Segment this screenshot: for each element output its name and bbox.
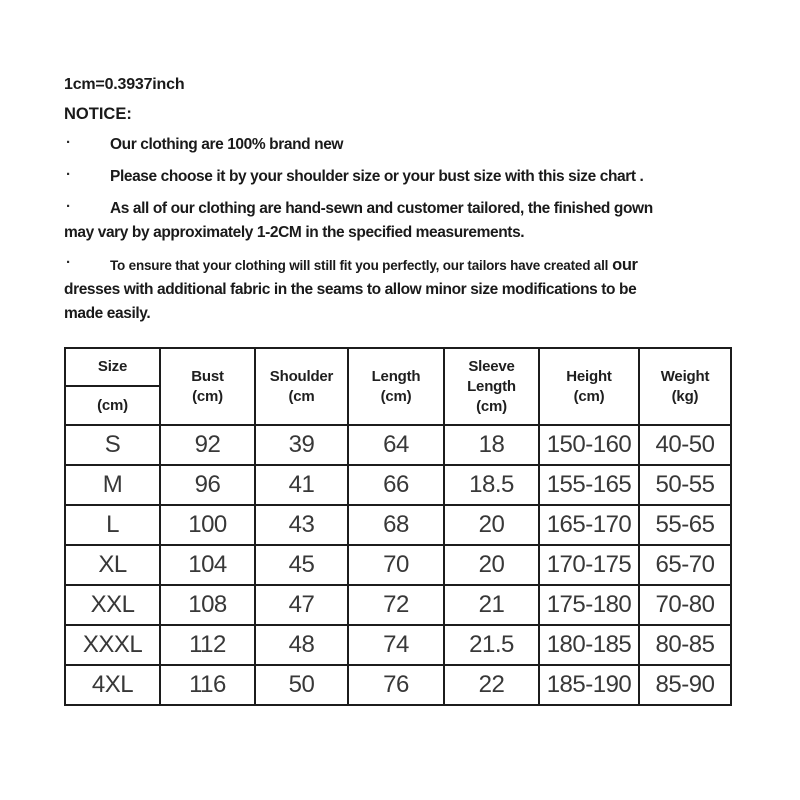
weight-value: 40-50 [639, 425, 731, 465]
height-value: 180-185 [539, 625, 639, 665]
col-header-shoulder [255, 348, 348, 425]
col-header-length [348, 348, 444, 425]
bust-value: 92 [160, 425, 255, 465]
unit-conversion-note: 1cm=0.3937inch [64, 76, 185, 93]
shoulder-value: 39 [255, 425, 348, 465]
table-row-4xl [65, 665, 731, 705]
shoulder-value: 48 [255, 625, 348, 665]
sleeve-length-value: 22 [444, 665, 539, 705]
bullet-text-line-2: dresses with additional fabric in the seams to allow minor size modifications to be [64, 281, 637, 298]
height-value: 185-190 [539, 665, 639, 705]
size-header-unit: (cm) [97, 396, 128, 414]
bullet-text-large: our [612, 256, 638, 274]
sleeve-header-unit: (cm) [476, 397, 507, 415]
table-row-l [65, 505, 731, 545]
col-header-bust [160, 348, 255, 425]
bullet-text-small: To ensure that your clothing will still fit you perfectly, our tailors have created all [110, 258, 609, 273]
height-value: 165-170 [539, 505, 639, 545]
sleeve-header-line-1: Sleeve [468, 357, 515, 375]
length-value: 64 [348, 425, 444, 465]
col-header-size [65, 348, 160, 425]
weight-header-label: Weight [660, 367, 710, 385]
sleeve-length-value: 21.5 [444, 625, 539, 665]
size-value: XL [65, 545, 160, 585]
length-value: 70 [348, 545, 444, 585]
bullet-item-hand-sewn [64, 197, 800, 245]
weight-value: 55-65 [639, 505, 731, 545]
bullet-text-line-2: may vary by approximately 1-2CM in the specified measurements. [64, 224, 525, 241]
sleeve-length-value: 21 [444, 585, 539, 625]
bullet-dot: · [66, 254, 71, 271]
bust-value: 112 [160, 625, 255, 665]
weight-value: 85-90 [639, 665, 731, 705]
bust-value: 96 [160, 465, 255, 505]
shoulder-header-unit: (cm [288, 387, 315, 405]
bust-value: 104 [160, 545, 255, 585]
col-header-sleeve-length [444, 348, 539, 425]
col-header-weight [639, 348, 731, 425]
size-value: XXXL [65, 625, 160, 665]
table-row-xl [65, 545, 731, 585]
size-header-label: Size [66, 349, 159, 387]
height-value: 150-160 [539, 425, 639, 465]
height-value: 155-165 [539, 465, 639, 505]
length-value: 66 [348, 465, 444, 505]
sleeve-length-value: 20 [444, 545, 539, 585]
weight-value: 70-80 [639, 585, 731, 625]
sleeve-length-value: 20 [444, 505, 539, 545]
weight-value: 50-55 [639, 465, 731, 505]
bullet-item-brand-new [64, 133, 800, 157]
weight-value: 80-85 [639, 625, 731, 665]
sleeve-length-value: 18.5 [444, 465, 539, 505]
size-value: S [65, 425, 160, 465]
weight-value: 65-70 [639, 545, 731, 585]
size-value: M [65, 465, 160, 505]
length-value: 74 [348, 625, 444, 665]
size-value: L [65, 505, 160, 545]
bullet-item-choose-size [64, 165, 800, 189]
bust-header-label: Bust [191, 367, 224, 385]
bullet-dot: · [66, 198, 71, 215]
bust-header-unit: (cm) [192, 387, 223, 405]
weight-header-unit: (kg) [671, 387, 699, 405]
bullet-text: Please choose it by your shoulder size or your bust size with this size chart . [110, 168, 644, 185]
notice-heading: NOTICE: [64, 105, 132, 123]
bullet-dot: · [66, 166, 71, 183]
table-row-xxxl [65, 625, 731, 665]
size-chart-table [64, 347, 732, 706]
height-header-unit: (cm) [573, 387, 605, 405]
sleeve-length-value: 18 [444, 425, 539, 465]
bust-value: 116 [160, 665, 255, 705]
bullet-text-line-3: made easily. [64, 305, 151, 322]
length-value: 68 [348, 505, 444, 545]
table-row-m [65, 465, 731, 505]
height-header-label: Height [566, 367, 612, 385]
shoulder-value: 45 [255, 545, 348, 585]
length-header-unit: (cm) [380, 387, 412, 405]
length-value: 72 [348, 585, 444, 625]
header-row [65, 348, 731, 425]
shoulder-value: 47 [255, 585, 348, 625]
shoulder-value: 41 [255, 465, 348, 505]
bullet-text: Our clothing are 100% brand new [110, 136, 344, 153]
height-value: 175-180 [539, 585, 639, 625]
length-value: 76 [348, 665, 444, 705]
shoulder-value: 43 [255, 505, 348, 545]
bust-value: 100 [160, 505, 255, 545]
shoulder-value: 50 [255, 665, 348, 705]
shoulder-header-label: Shoulder [269, 367, 334, 385]
length-header-label: Length [371, 367, 421, 385]
bullet-text-line-1: As all of our clothing are hand-sewn and customer tailored, the finished gown [110, 200, 653, 217]
table-row-xxl [65, 585, 731, 625]
table-row-s [65, 425, 731, 465]
bullet-text-line-1 [64, 253, 800, 278]
height-value: 170-175 [539, 545, 639, 585]
bust-value: 108 [160, 585, 255, 625]
size-value: XXL [65, 585, 160, 625]
sleeve-header-line-2: Length [467, 377, 516, 395]
size-value: 4XL [65, 665, 160, 705]
bullet-dot: · [66, 134, 71, 151]
bullet-item-seam-allowance [64, 253, 800, 326]
col-header-height [539, 348, 639, 425]
